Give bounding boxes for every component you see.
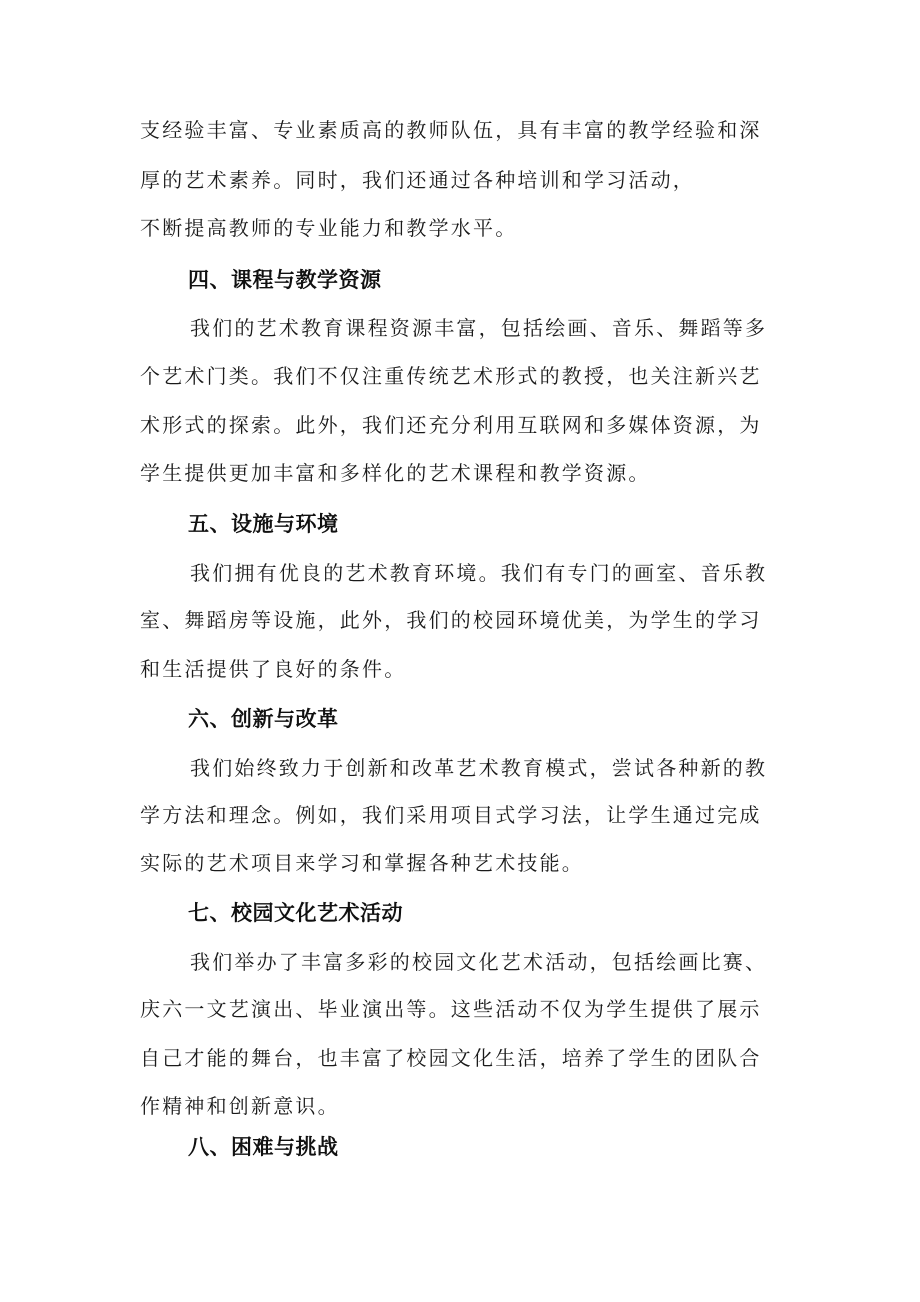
section-heading: 七、校园文化艺术活动	[188, 901, 403, 925]
section-heading: 四、课程与教学资源	[188, 268, 382, 292]
paragraph-line: 个艺术门类。我们不仅注重传统艺术形式的教授，也关注新兴艺	[140, 364, 762, 388]
paragraph-line: 不断提高教师的专业能力和教学水平。	[140, 216, 518, 240]
paragraph-line: 作精神和创新意识。	[140, 1094, 340, 1118]
paragraph-line: 学方法和理念。例如，我们采用项目式学习法，让学生通过完成	[140, 803, 762, 827]
paragraph-line: 室、舞蹈房等设施，此外，我们的校园环境优美，为学生的学习	[140, 608, 762, 632]
paragraph-line: 我们拥有优良的艺术教育环境。我们有专门的画室、音乐教	[190, 561, 768, 585]
paragraph-line: 和生活提供了良好的条件。	[140, 657, 407, 681]
paragraph-line: 术形式的探索。此外，我们还充分利用互联网和多媒体资源，为	[140, 413, 762, 437]
paragraph-line: 庆六一文艺演出、毕业演出等。这些活动不仅为学生提供了展示	[140, 997, 762, 1021]
paragraph-line: 我们举办了丰富多彩的校园文化艺术活动，包括绘画比赛、	[190, 950, 768, 974]
paragraph-line: 支经验丰富、专业素质高的教师队伍，具有丰富的教学经验和深	[140, 118, 762, 142]
paragraph-line: 实际的艺术项目来学习和掌握各种艺术技能。	[140, 851, 584, 875]
paragraph-line: 我们的艺术教育课程资源丰富，包括绘画、音乐、舞蹈等多	[190, 316, 768, 340]
paragraph-line: 厚的艺术素养。同时，我们还通过各种培训和学习活动，	[140, 168, 695, 192]
section-heading: 五、设施与环境	[188, 512, 339, 536]
paragraph-line: 学生提供更加丰富和多样化的艺术课程和教学资源。	[140, 461, 651, 485]
paragraph-line: 我们始终致力于创新和改革艺术教育模式，尝试各种新的教	[190, 756, 768, 780]
paragraph-line: 自己才能的舞台，也丰富了校园文化生活，培养了学生的团队合	[140, 1046, 762, 1070]
section-heading: 八、困难与挑战	[188, 1135, 339, 1159]
section-heading: 六、创新与改革	[188, 707, 339, 731]
